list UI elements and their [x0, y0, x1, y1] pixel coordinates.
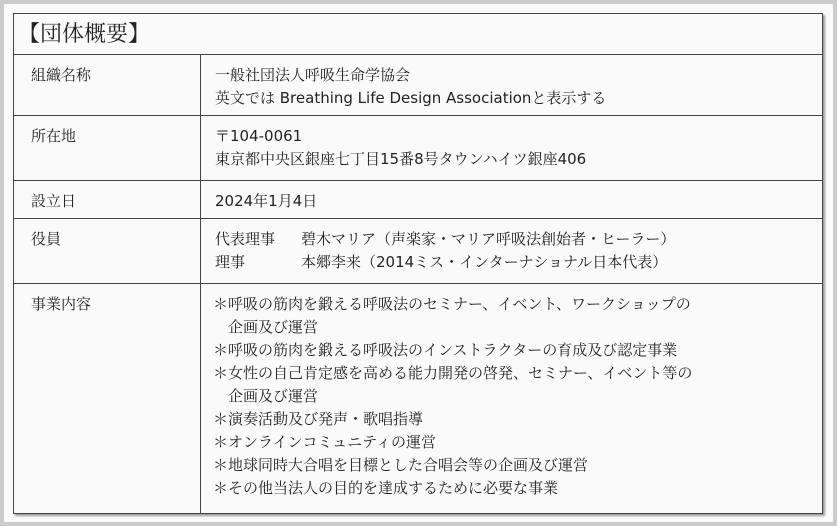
row-value	[201, 116, 586, 180]
row-founded	[14, 181, 822, 219]
business-line: ＊呼吸の筋肉を鍛える呼吸法のインストラクターの育成及び認定事業	[213, 341, 678, 359]
officer	[215, 228, 675, 251]
officer-role: 代表理事	[215, 230, 276, 248]
value-line: 一般社団法人呼吸生命学協会	[215, 66, 411, 84]
row-officers	[14, 219, 822, 284]
row-value	[201, 219, 675, 283]
row-label: 組織名称	[14, 55, 201, 115]
row-label: 所在地	[14, 116, 201, 180]
organization-overview-table	[13, 13, 823, 514]
row-value	[201, 181, 317, 218]
business-line: 企画及び運営	[213, 387, 319, 405]
row-value	[201, 55, 606, 115]
row-organization-name	[14, 55, 822, 116]
officer	[215, 251, 675, 274]
business-line: ＊地球同時大合唱を目標とした合唱会等の企画及び運営	[213, 456, 589, 474]
business-line: ＊演奏活動及び発声・歌唱指導	[213, 410, 424, 428]
row-label: 事業内容	[14, 284, 201, 514]
row-label: 設立日	[14, 181, 201, 218]
business-line: ＊オンラインコミュニティの運営	[213, 433, 437, 451]
business-line: ＊その他当法人の目的を達成するために必要な事業	[213, 479, 559, 497]
table-title: 【団体概要】	[14, 14, 822, 55]
business-line: ＊女性の自己肯定感を高める能力開発の啓発、セミナー、イベント等の	[213, 364, 693, 382]
value-line: 東京都中央区銀座七丁目15番8号タウンハイツ銀座406	[215, 150, 587, 168]
value-line: 英文では Breathing Life Design Associationと表示する	[215, 89, 607, 107]
row-label: 役員	[14, 219, 201, 283]
row-business	[14, 284, 822, 514]
officer-name: 本郷李来（2014ミス・インターナショナル日本代表）	[301, 253, 668, 271]
row-value	[201, 284, 692, 514]
officer-name: 碧木マリア（声楽家・マリア呼吸法創始者・ヒーラー）	[301, 230, 676, 248]
value-line: 〒104-0061	[215, 127, 303, 145]
officer-role: 理事	[215, 253, 246, 271]
row-address	[14, 116, 822, 181]
business-line: 企画及び運営	[213, 318, 319, 336]
value-line: 2024年1月4日	[215, 192, 318, 210]
business-line: ＊呼吸の筋肉を鍛える呼吸法のセミナー、イベント、ワークショップの	[213, 295, 691, 313]
